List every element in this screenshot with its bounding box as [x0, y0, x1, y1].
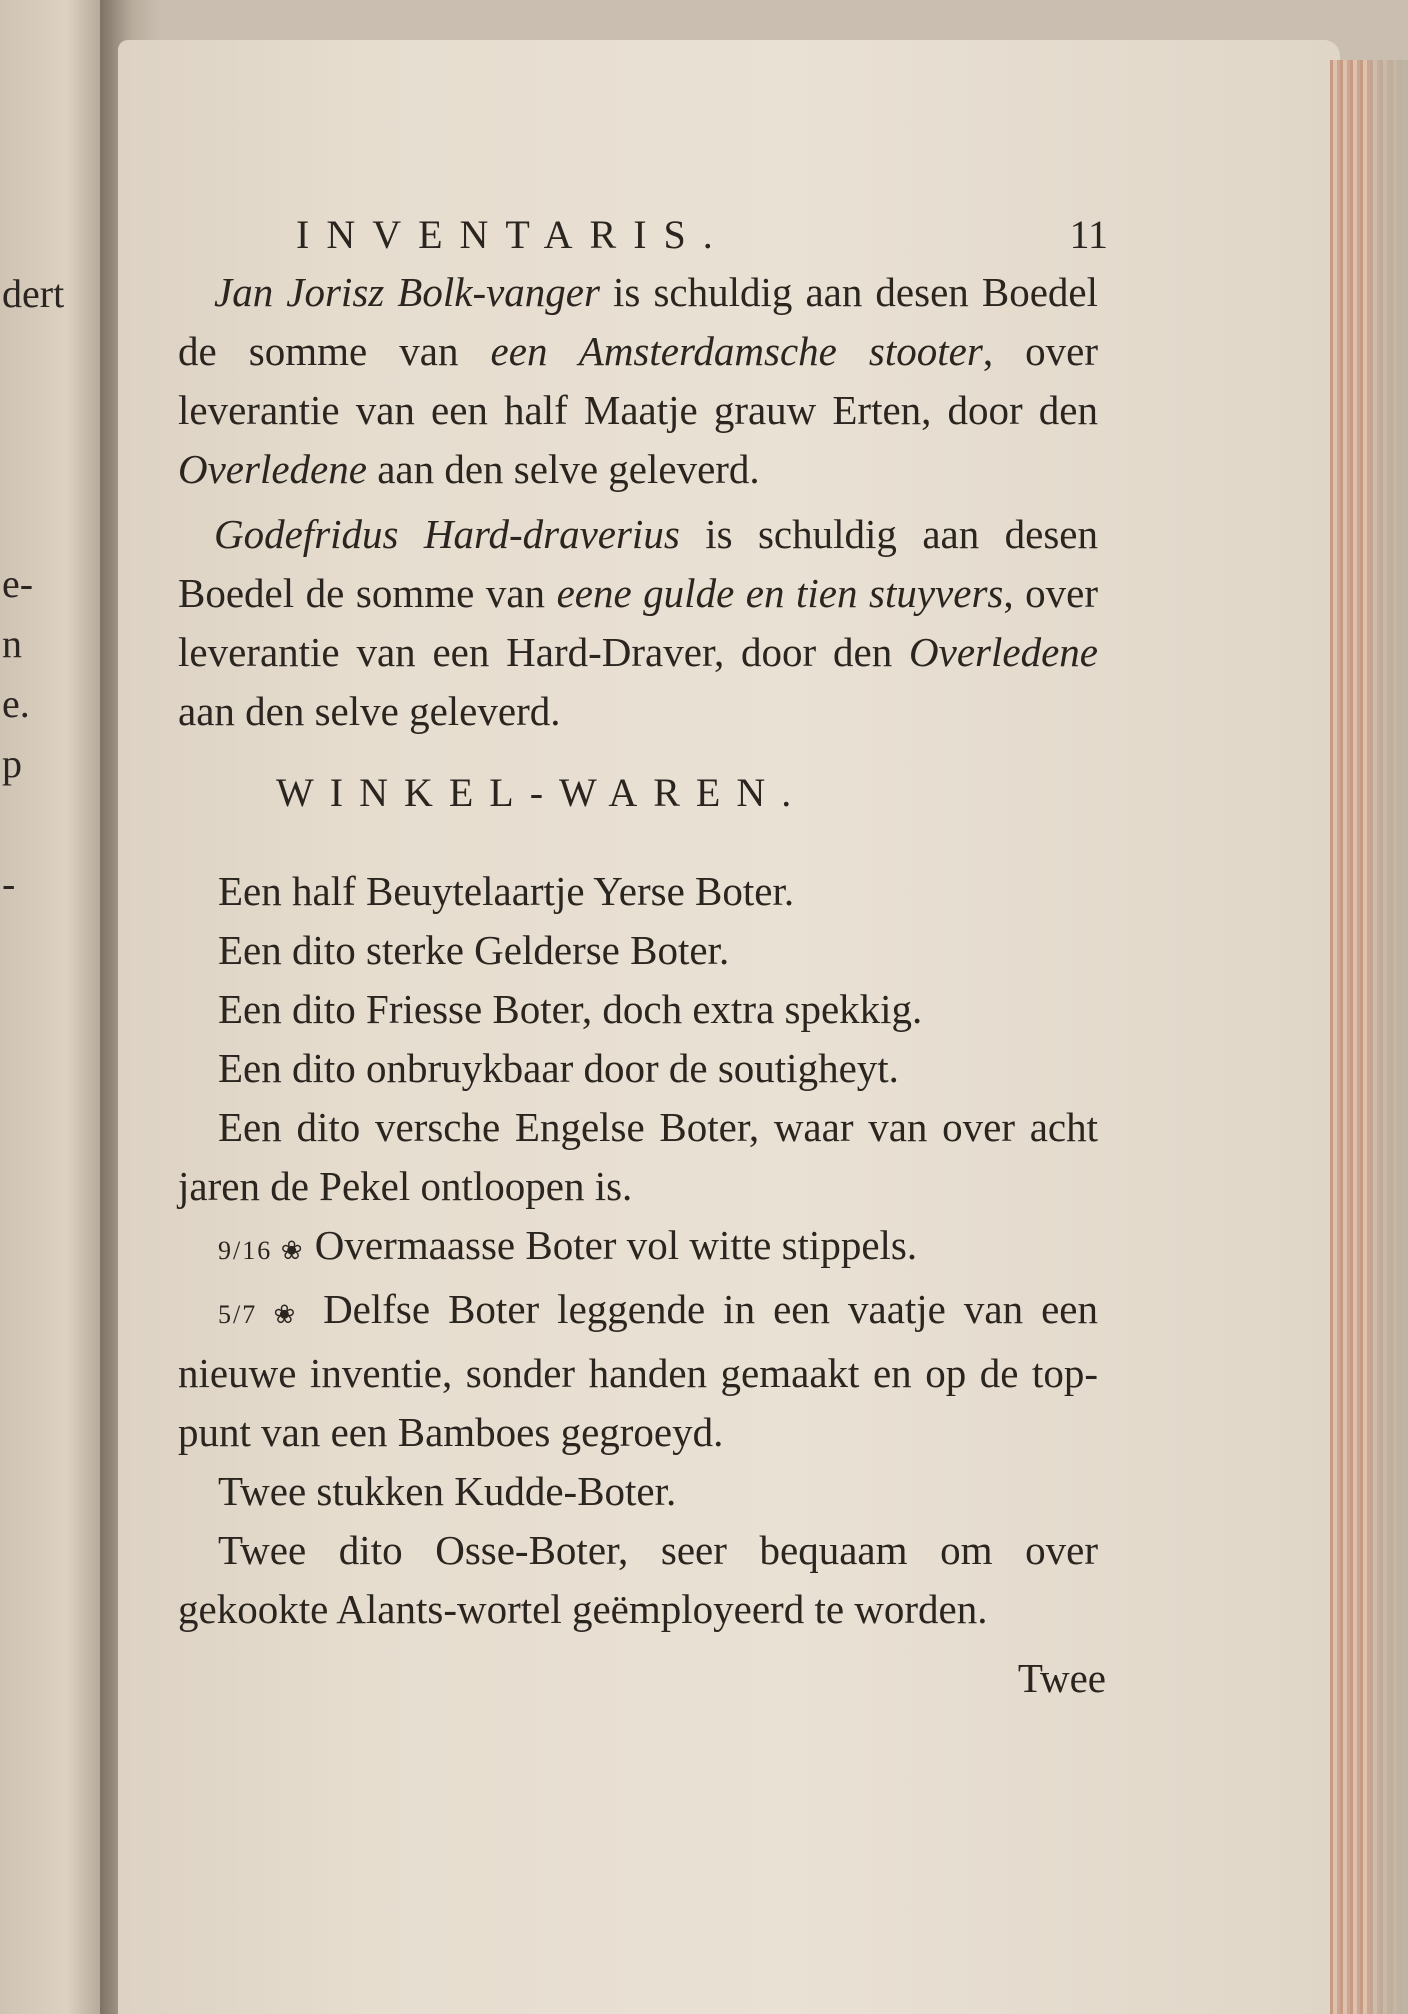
list-item: 5/7 ❀ Delfse Boter leggende in een vaatje van een nieuwe inventie, sonder handen gemaakt en op de top-punt van een Bamboes gegroeyd.: [178, 1286, 1098, 1455]
page-edges: [1330, 60, 1408, 2014]
list-item: Twee stukken Kudde-Boter.: [218, 1468, 677, 1514]
previous-page-fragment: e-: [2, 561, 34, 606]
page-number: 11: [1069, 212, 1108, 257]
previous-page-fragment: dert: [2, 271, 65, 316]
list-item: Een dito sterke Gelderse Boter.: [218, 927, 730, 973]
list-item: 9/16 ❀ Overmaasse Boter vol witte stippels.: [218, 1222, 918, 1268]
butter-mark-icon: 5/7 ❀: [218, 1300, 306, 1329]
paragraph-hard-draverius: Godefridus Hard-draverius is schuldig aan desen Boedel de somme van eene gulde en tien stuyvers, over leverantie van een Hard-Draver, door den Overledene aan den selve geleverd.: [178, 511, 1098, 734]
list-item: Een dito Friesse Boter, doch extra spekkig.: [218, 986, 923, 1032]
catchword: Twee: [1017, 1655, 1106, 1701]
paragraph-bolk-vanger: Jan Jorisz Bolk-vanger is schuldig aan desen Boedel de somme van een Amsterdamsche stooter, over leverantie van een half Maatje grauw Erten, door den Overledene aan den selve geleverd.: [178, 269, 1098, 492]
previous-page-fragment: n: [2, 621, 22, 666]
previous-page-fragment: e.: [2, 681, 30, 726]
butter-mark-icon: 9/16 ❀: [218, 1236, 305, 1265]
running-header: [296, 205, 1108, 255]
previous-page-fragment: p: [2, 741, 22, 786]
previous-page: [0, 0, 112, 2014]
running-title: INVENTARIS.: [296, 212, 730, 257]
section-title: WINKEL-WAREN.: [276, 770, 808, 815]
debtor-name: Godefridus Hard-draverius: [214, 511, 680, 557]
page-text: [178, 205, 1108, 1708]
list-item: Een half Beuytelaartje Yerse Boter.: [218, 868, 795, 914]
list-item: Twee dito Osse-Boter, seer bequaam om over gekookte Alants-wortel geëmployeerd te worden.: [178, 1527, 1098, 1632]
debtor-name: Jan Jorisz Bolk-vanger: [214, 269, 600, 315]
list-item: Een dito versche Engelse Boter, waar van over acht jaren de Pekel ontloopen is.: [178, 1104, 1098, 1209]
list-item: Een dito onbruykbaar door de soutigheyt.: [218, 1045, 899, 1091]
previous-page-fragment: -: [2, 861, 16, 906]
